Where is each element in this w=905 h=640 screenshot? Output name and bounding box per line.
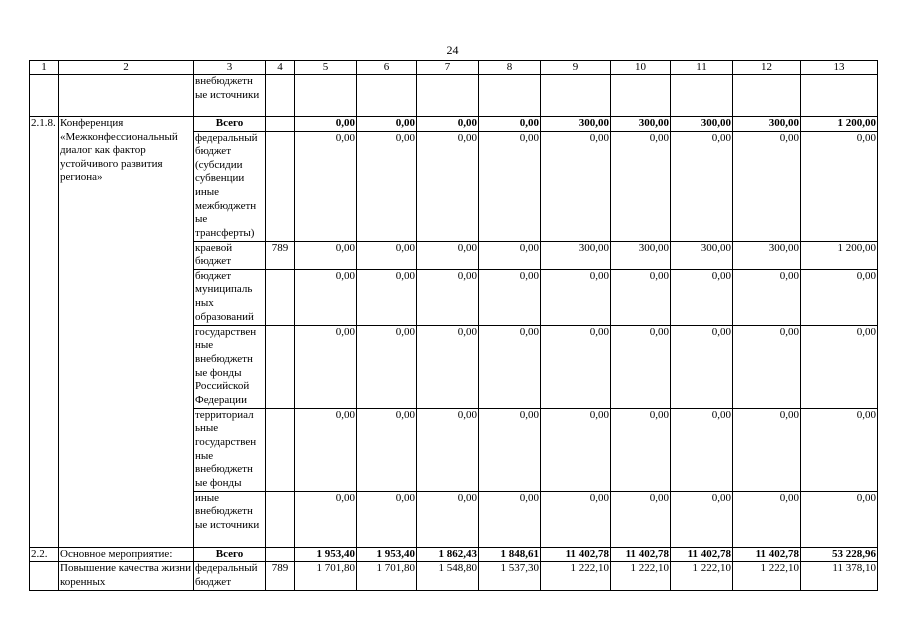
- value-cell: 1 701,80: [357, 562, 417, 590]
- value-cell: 0,00: [671, 269, 733, 325]
- source-cell: бюджет муниципаль ных образований: [194, 269, 266, 325]
- value-cell: 0,00: [479, 408, 541, 491]
- source-cell: федеральный бюджет: [194, 562, 266, 590]
- value-cell: 0,00: [357, 117, 417, 132]
- row-name-cell: Конференция «Межконфессиональный диалог как фактор устойчивого развития региона»: [59, 117, 194, 548]
- column-header: 5: [295, 61, 357, 75]
- value-cell: 1 200,00: [801, 117, 878, 132]
- value-cell: 300,00: [541, 117, 611, 132]
- column-header: 13: [801, 61, 878, 75]
- column-header: 9: [541, 61, 611, 75]
- row-name-cell: Основное мероприятие:: [59, 547, 194, 562]
- value-cell: 0,00: [801, 131, 878, 241]
- value-cell: [611, 75, 671, 117]
- value-cell: 0,00: [417, 408, 479, 491]
- value-cell: 300,00: [733, 117, 801, 132]
- value-cell: 300,00: [611, 117, 671, 132]
- value-cell: 1 537,30: [479, 562, 541, 590]
- value-cell: 1 848,61: [479, 547, 541, 562]
- row-name-cell: Повышение качества жизни коренных: [59, 562, 194, 590]
- value-cell: 0,00: [417, 325, 479, 408]
- value-cell: 0,00: [357, 241, 417, 269]
- value-cell: 0,00: [479, 241, 541, 269]
- value-cell: 0,00: [733, 491, 801, 547]
- page-number: 24: [446, 43, 459, 57]
- value-cell: [295, 75, 357, 117]
- code-cell: [266, 75, 295, 117]
- column-header: 1: [30, 61, 59, 75]
- value-cell: 0,00: [417, 131, 479, 241]
- value-cell: 0,00: [295, 408, 357, 491]
- value-cell: 0,00: [611, 491, 671, 547]
- value-cell: 0,00: [479, 491, 541, 547]
- table-row: [30, 117, 878, 132]
- code-cell: [266, 408, 295, 491]
- code-cell: [266, 325, 295, 408]
- value-cell: 0,00: [541, 131, 611, 241]
- column-header: 7: [417, 61, 479, 75]
- source-cell: Всего: [194, 547, 266, 562]
- value-cell: 0,00: [417, 269, 479, 325]
- value-cell: 0,00: [733, 131, 801, 241]
- column-number-header-row: [30, 61, 878, 75]
- value-cell: 0,00: [671, 491, 733, 547]
- value-cell: 0,00: [417, 241, 479, 269]
- value-cell: 1 222,10: [611, 562, 671, 590]
- value-cell: 0,00: [357, 491, 417, 547]
- value-cell: 1 548,80: [417, 562, 479, 590]
- row-number-cell: 2.2.: [30, 547, 59, 562]
- value-cell: 11 402,78: [733, 547, 801, 562]
- value-cell: 0,00: [801, 491, 878, 547]
- value-cell: [417, 75, 479, 117]
- source-cell: Всего: [194, 117, 266, 132]
- column-header: 8: [479, 61, 541, 75]
- column-header: 11: [671, 61, 733, 75]
- value-cell: 300,00: [541, 241, 611, 269]
- value-cell: 0,00: [417, 117, 479, 132]
- value-cell: 0,00: [295, 325, 357, 408]
- value-cell: 0,00: [733, 269, 801, 325]
- value-cell: 11 378,10: [801, 562, 878, 590]
- code-cell: 789: [266, 241, 295, 269]
- value-cell: 0,00: [541, 408, 611, 491]
- value-cell: 300,00: [671, 117, 733, 132]
- value-cell: 0,00: [611, 269, 671, 325]
- value-cell: 0,00: [541, 491, 611, 547]
- value-cell: 0,00: [479, 325, 541, 408]
- column-header: 6: [357, 61, 417, 75]
- value-cell: 0,00: [417, 491, 479, 547]
- value-cell: 0,00: [611, 131, 671, 241]
- value-cell: [357, 75, 417, 117]
- budget-table: [29, 60, 878, 591]
- value-cell: 0,00: [479, 131, 541, 241]
- table-row: [30, 547, 878, 562]
- value-cell: 0,00: [541, 269, 611, 325]
- source-cell: внебюджетн ые источники: [194, 75, 266, 117]
- value-cell: 300,00: [611, 241, 671, 269]
- value-cell: 1 862,43: [417, 547, 479, 562]
- column-header: 10: [611, 61, 671, 75]
- value-cell: 1 200,00: [801, 241, 878, 269]
- column-header: 3: [194, 61, 266, 75]
- value-cell: [733, 75, 801, 117]
- code-cell: [266, 131, 295, 241]
- value-cell: 1 222,10: [541, 562, 611, 590]
- source-cell: краевой бюджет: [194, 241, 266, 269]
- value-cell: 53 228,96: [801, 547, 878, 562]
- row-number-cell: [30, 75, 59, 117]
- value-cell: [801, 75, 878, 117]
- value-cell: 0,00: [671, 131, 733, 241]
- code-cell: [266, 547, 295, 562]
- value-cell: 0,00: [295, 269, 357, 325]
- row-number-cell: [30, 562, 59, 590]
- value-cell: 0,00: [801, 408, 878, 491]
- value-cell: 0,00: [801, 269, 878, 325]
- table-row: [30, 75, 878, 117]
- value-cell: 300,00: [733, 241, 801, 269]
- value-cell: 11 402,78: [671, 547, 733, 562]
- value-cell: [541, 75, 611, 117]
- column-header: 12: [733, 61, 801, 75]
- value-cell: 0,00: [479, 117, 541, 132]
- value-cell: 0,00: [733, 408, 801, 491]
- value-cell: 1 701,80: [295, 562, 357, 590]
- value-cell: 300,00: [671, 241, 733, 269]
- code-cell: [266, 117, 295, 132]
- source-cell: иные внебюджетн ые источники: [194, 491, 266, 547]
- value-cell: 1 222,10: [671, 562, 733, 590]
- value-cell: 0,00: [671, 325, 733, 408]
- row-number-cell: 2.1.8.: [30, 117, 59, 548]
- value-cell: 1 953,40: [295, 547, 357, 562]
- source-cell: государствен ные внебюджетн ые фонды Российской Федерации: [194, 325, 266, 408]
- value-cell: 0,00: [671, 408, 733, 491]
- value-cell: 1 953,40: [357, 547, 417, 562]
- column-header: 4: [266, 61, 295, 75]
- value-cell: 0,00: [295, 131, 357, 241]
- value-cell: 1 222,10: [733, 562, 801, 590]
- code-cell: 789: [266, 562, 295, 590]
- value-cell: [671, 75, 733, 117]
- value-cell: 0,00: [357, 325, 417, 408]
- value-cell: 0,00: [479, 269, 541, 325]
- value-cell: 0,00: [733, 325, 801, 408]
- value-cell: 0,00: [357, 131, 417, 241]
- value-cell: 11 402,78: [541, 547, 611, 562]
- value-cell: 0,00: [295, 241, 357, 269]
- row-name-cell: [59, 75, 194, 117]
- value-cell: 0,00: [611, 408, 671, 491]
- table-row: [30, 562, 878, 590]
- value-cell: [479, 75, 541, 117]
- value-cell: 0,00: [801, 325, 878, 408]
- code-cell: [266, 491, 295, 547]
- source-cell: федеральный бюджет (субсидии субвенции иные межбюджетн ые трансферты): [194, 131, 266, 241]
- value-cell: 0,00: [611, 325, 671, 408]
- value-cell: 0,00: [541, 325, 611, 408]
- value-cell: 11 402,78: [611, 547, 671, 562]
- value-cell: 0,00: [357, 269, 417, 325]
- value-cell: 0,00: [295, 491, 357, 547]
- value-cell: 0,00: [357, 408, 417, 491]
- code-cell: [266, 269, 295, 325]
- column-header: 2: [59, 61, 194, 75]
- value-cell: 0,00: [295, 117, 357, 132]
- source-cell: территориал ьные государствен ные внебюджетн ые фонды: [194, 408, 266, 491]
